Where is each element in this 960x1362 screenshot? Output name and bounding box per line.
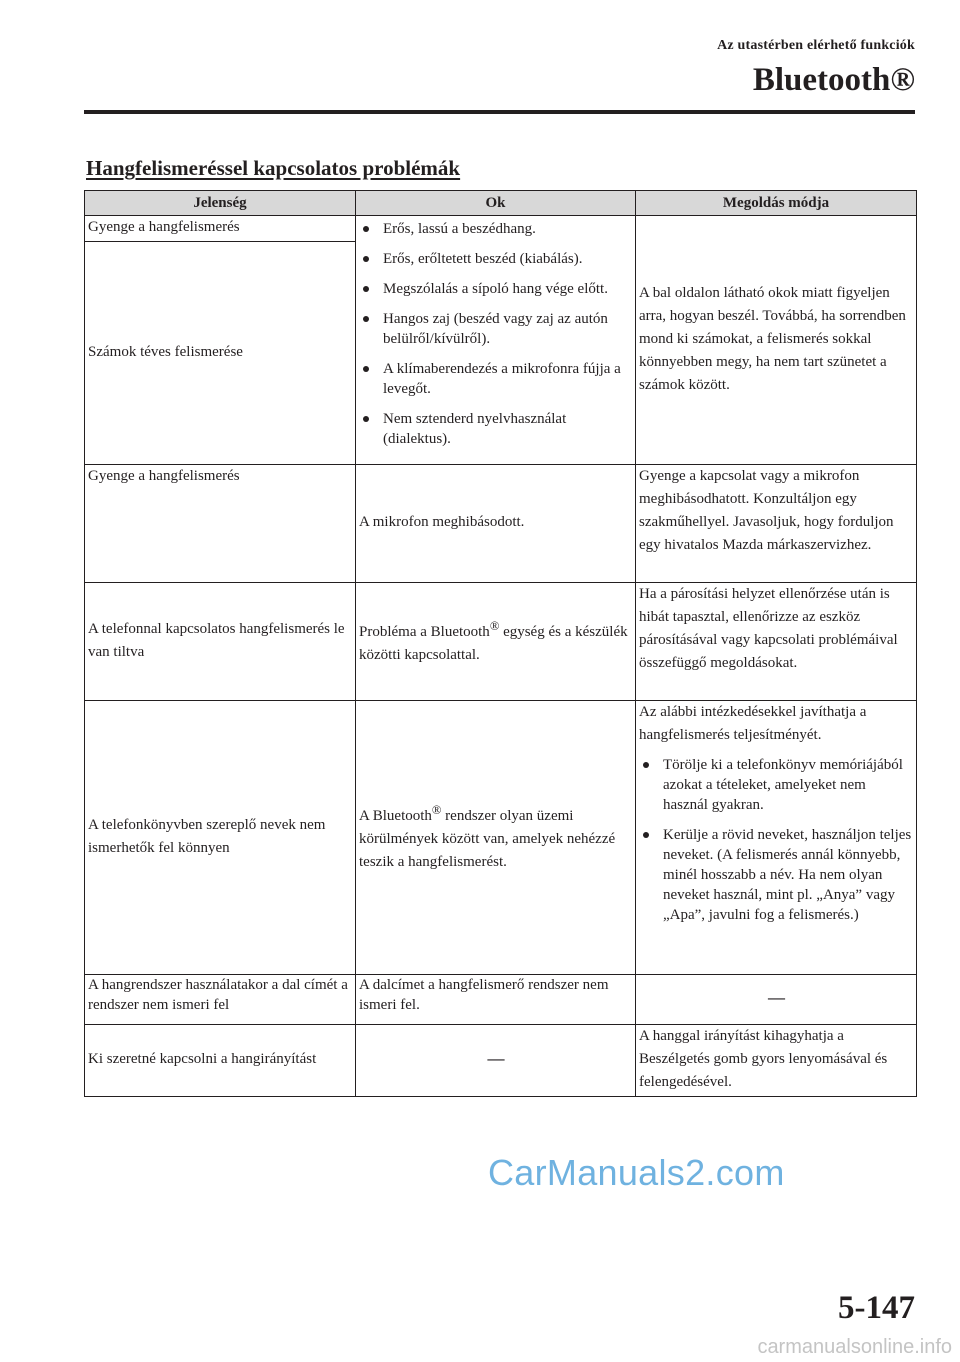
header-section-title: Bluetooth® [752, 62, 915, 98]
table-row [85, 583, 917, 701]
cause-cell [356, 1025, 636, 1097]
table-header-row [85, 191, 917, 216]
list-item: Nem sztenderd nyelvhasználat (dialektus). [359, 409, 633, 449]
list-item: Erős, lassú a beszédhang. [359, 219, 633, 239]
cause-list [359, 219, 633, 449]
symptom-cell: Számok téves felismerése [85, 242, 356, 465]
list-item: Erős, erőltetett beszéd (kiabálás). [359, 249, 633, 269]
table-row [85, 975, 917, 1025]
solution-list [639, 755, 914, 925]
symptom-cell: Gyenge a hangfelismerés [85, 465, 356, 583]
cause-cell: A mikrofon meghibásodott. [356, 465, 636, 583]
solution-cell [636, 701, 917, 975]
column-header-solution: Megoldás módja [636, 191, 917, 216]
section-heading: Hangfelismeréssel kapcsolatos problémák [86, 156, 461, 180]
empty-dash: — [768, 988, 785, 1007]
column-header-symptom: Jelenség [85, 191, 356, 216]
symptom-cell: A telefonnal kapcsolatos hangfelismerés le van tiltva [85, 583, 356, 701]
symptom-cell: A hangrendszer használatakor a dal címét a rendszer nem ismeri fel [85, 975, 356, 1025]
cause-text-start: A Bluetooth [359, 808, 432, 824]
empty-dash: — [487, 1049, 505, 1068]
symptom-cell: Ki szeretné kapcsolni a hangirányítást [85, 1025, 356, 1097]
table-row [85, 1025, 917, 1097]
column-header-cause: Ok [356, 191, 636, 216]
solution-intro: Az alábbi intézkedésekkel javíthatja a hangfelismerés teljesítményét. [639, 704, 867, 743]
solution-cell [636, 975, 917, 1025]
watermark-logo: CarManuals2.com [488, 1152, 785, 1193]
list-item: Megszólalás a sípoló hang vége előtt. [359, 279, 633, 299]
symptom-cell: A telefonkönyvben szereplő nevek nem ismerhetők fel könnyen [85, 701, 356, 975]
registered-mark: ® [431, 803, 442, 817]
cause-text-start: Probléma a Bluetooth [359, 623, 490, 640]
cause-cell [356, 216, 636, 465]
cause-cell [356, 701, 636, 975]
table-row [85, 465, 917, 583]
solution-cell: Gyenge a kapcsolat vagy a mikrofon meghibásodhatott. Konzultáljon egy szakműhellyel. Javasoljuk, hogy forduljon egy hivatalos Mazda márkaszervizhez. [636, 465, 917, 583]
list-item: Törölje ki a telefonkönyv memóriájából azokat a tételeket, amelyeket nem használ gyakran. [639, 755, 914, 815]
footer-site-watermark: carmanualsonline.info [757, 1336, 952, 1358]
page-number: 5-147 [838, 1290, 915, 1326]
header-rule [84, 110, 915, 114]
solution-cell: A bal oldalon látható okok miatt figyeljen arra, hogyan beszél. Továbbá, ha sorrendben mond ki számokat, a felismerés sokkal könnyebben megy, ha nem tart szünetet a számok között. [636, 216, 917, 465]
cause-cell: A dalcímet a hangfelismerő rendszer nem ismeri fel. [356, 975, 636, 1025]
list-item: Kerülje a rövid neveket, használjon teljes neveket. (A felismerés annál könnyebb, minél hosszabb a név. Ha nem olyan neveket használ, mint pl. „Anya” vagy „Apa”, javulni fog a felismerés.) [639, 825, 914, 925]
cause-cell [356, 583, 636, 701]
table-row [85, 701, 917, 975]
troubleshooting-table [84, 190, 917, 1097]
list-item: A klímaberendezés a mikrofonra fújja a levegőt. [359, 359, 633, 399]
header-chapter: Az utastérben elérhető funkciók [717, 38, 915, 53]
solution-cell: A hanggal irányítást kihagyhatja a Beszélgetés gomb gyors lenyomásával és felengedésével. [636, 1025, 917, 1097]
symptom-cell: Gyenge a hangfelismerés [85, 216, 356, 242]
registered-mark: ® [489, 618, 500, 633]
list-item: Hangos zaj (beszéd vagy zaj az autón belülről/kívülről). [359, 309, 633, 349]
table-row [85, 216, 917, 242]
cause-text-end: rendszer olyan üzemi körülmények között van, amelyek nehézzé teszik a hangfelismerést. [359, 808, 616, 870]
cause-text-end: egység és a készülék közötti kapcsolattal. [359, 623, 628, 663]
solution-cell: Ha a párosítási helyzet ellenőrzése után is hibát tapasztal, ellenőrizze az eszköz párosításával vagy kapcsolati problémáival összefüggő megoldásokat. [636, 583, 917, 701]
